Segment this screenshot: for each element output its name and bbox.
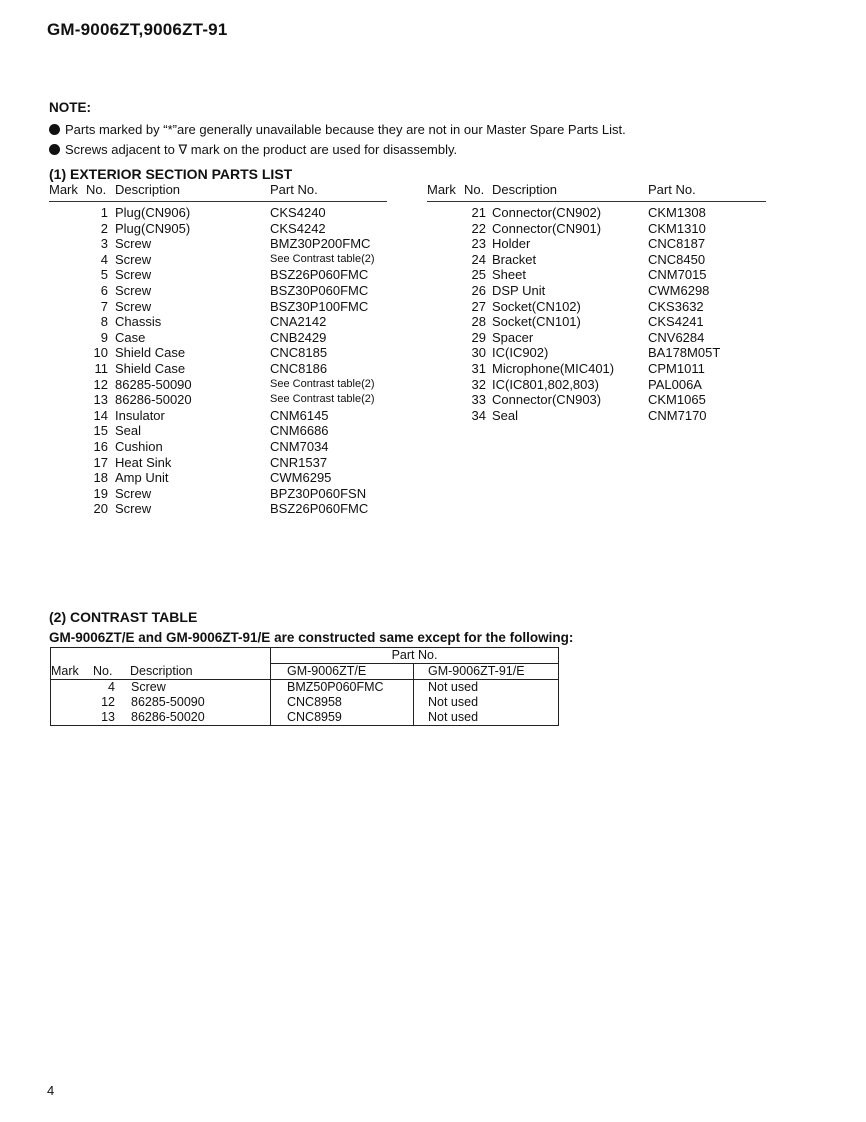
part-number: CNR1537 <box>270 454 328 470</box>
note-line <box>49 142 457 158</box>
description: Spacer <box>492 329 534 345</box>
description: Screw <box>131 680 166 694</box>
parts-list-row <box>49 470 379 486</box>
part-number: BA178M05T <box>648 345 721 361</box>
contrast-section-title: (2) CONTRAST TABLE <box>49 609 198 625</box>
header-mark: Mark <box>49 182 78 197</box>
description: Plug(CN905) <box>115 220 191 236</box>
mark-no: 22 <box>471 220 486 236</box>
parts-list-row <box>427 330 757 346</box>
parts-list-row <box>427 205 757 221</box>
description: Connector(CN901) <box>492 220 602 236</box>
page-number: 4 <box>47 1083 55 1098</box>
description: Screw <box>115 501 152 517</box>
part-number: CKM1310 <box>648 220 706 236</box>
col-no: No. <box>93 663 113 678</box>
mark-no: 8 <box>100 314 108 330</box>
description: IC(IC801,802,803) <box>492 376 599 392</box>
description: Shield Case <box>115 345 186 361</box>
contrast-subtitle: GM-9006ZT/E and GM-9006ZT-91/E are constructed same except for the following: <box>49 630 574 645</box>
mark-no: 24 <box>471 251 486 267</box>
part-model-a: CNC8959 <box>271 710 414 726</box>
description: Screw <box>115 236 152 252</box>
description: Screw <box>115 267 152 283</box>
parts-list-row <box>49 423 379 439</box>
header-part-no: Part No. <box>648 182 696 197</box>
parts-list-row <box>427 252 757 268</box>
part-number: CNM6686 <box>270 423 329 439</box>
col-model-a: GM-9006ZT/E <box>271 664 414 680</box>
description: Screw <box>115 485 152 501</box>
part-number: See Contrast table(2) <box>270 252 375 265</box>
description: Heat Sink <box>115 454 172 470</box>
description: Shield Case <box>115 361 186 376</box>
description: 86285-50090 <box>115 376 192 392</box>
part-number: CKS4242 <box>270 220 326 236</box>
description: Chassis <box>115 314 162 330</box>
mark-no: 31 <box>471 361 486 376</box>
description: 86286-50020 <box>131 710 205 724</box>
mark-no: 5 <box>100 267 108 283</box>
parts-list-row <box>427 267 757 283</box>
parts-list-row <box>49 283 379 299</box>
parts-list-row <box>427 361 757 377</box>
part-number: BSZ30P100FMC <box>270 298 369 314</box>
part-number: CKS3632 <box>648 298 704 314</box>
parts-list-row <box>49 267 379 283</box>
part-number: BMZ30P200FMC <box>270 236 371 252</box>
part-number: BSZ26P060FMC <box>270 267 369 283</box>
row-mark-desc <box>51 710 271 726</box>
parts-list-row <box>49 361 379 377</box>
mark-no: 27 <box>471 298 486 314</box>
header-rule <box>427 201 766 202</box>
mark-no: 33 <box>471 392 486 408</box>
bullet-icon <box>49 124 60 135</box>
mark-no: 15 <box>93 423 108 439</box>
col-mark: Mark <box>51 663 79 678</box>
parts-list-row <box>427 221 757 237</box>
mark-no: 13 <box>101 710 115 724</box>
note-line <box>49 122 626 137</box>
header-mark: Mark <box>427 182 456 197</box>
part-number: CKS4240 <box>270 205 326 220</box>
note-text: Parts marked by “*”are generally unavailable because they are not in our Master Spare Parts List. <box>65 122 626 137</box>
parts-list-row <box>49 501 379 517</box>
header-description: Description <box>115 182 181 197</box>
mark-no: 34 <box>471 407 486 423</box>
mark-no: 13 <box>93 392 108 408</box>
description: Screw <box>115 298 152 314</box>
row-mark-desc <box>51 695 271 710</box>
part-model-a: BMZ50P060FMC <box>271 680 414 696</box>
col-model-b: GM-9006ZT-91/E <box>414 664 559 680</box>
table-row <box>51 680 559 696</box>
mark-no: 4 <box>100 251 108 267</box>
part-number: BSZ26P060FMC <box>270 501 369 517</box>
description: Case <box>115 329 146 345</box>
parts-list-row <box>427 345 757 361</box>
header-no: No. <box>464 182 485 197</box>
mark-no: 20 <box>93 501 108 517</box>
description: Microphone(MIC401) <box>492 361 615 376</box>
parts-list-row <box>49 252 379 268</box>
description: Connector(CN902) <box>492 205 602 220</box>
table-row <box>51 695 559 710</box>
parts-list-row <box>49 439 379 455</box>
mark-no: 6 <box>100 283 108 298</box>
parts-list-row <box>49 221 379 237</box>
mark-no: 11 <box>94 361 108 376</box>
part-model-b: Not used <box>414 695 559 710</box>
parts-list-row <box>49 486 379 502</box>
mark-no: 12 <box>101 695 115 709</box>
part-number: CNM7015 <box>648 267 707 283</box>
mark-no: 14 <box>93 407 108 423</box>
description: Plug(CN906) <box>115 205 191 220</box>
description: IC(IC902) <box>492 345 549 361</box>
mark-no: 4 <box>108 680 115 694</box>
part-number: CWM6298 <box>648 283 710 298</box>
description: Connector(CN903) <box>492 392 602 408</box>
mark-no: 19 <box>93 485 108 501</box>
mark-no: 29 <box>471 329 486 345</box>
col-description: Description <box>130 663 193 678</box>
description: Cushion <box>115 439 163 454</box>
part-number: CNA2142 <box>270 314 327 330</box>
description: Seal <box>115 423 142 439</box>
part-number: See Contrast table(2) <box>270 393 375 406</box>
mark-no: 16 <box>93 439 108 454</box>
description: Amp Unit <box>115 470 169 486</box>
parts-list-row <box>427 236 757 252</box>
description: Screw <box>115 251 152 267</box>
part-number: BSZ30P060FMC <box>270 283 369 298</box>
description: Sheet <box>492 267 526 283</box>
mark-no: 2 <box>100 220 108 236</box>
exterior-section-title: (1) EXTERIOR SECTION PARTS LIST <box>49 166 293 182</box>
part-model-b: Not used <box>414 710 559 726</box>
mark-no: 30 <box>471 345 486 361</box>
parts-list-row <box>427 392 757 408</box>
mark-no: 1 <box>100 205 108 220</box>
page-title: GM-9006ZT,9006ZT-91 <box>47 20 228 39</box>
parts-list-row <box>427 283 757 299</box>
description: Bracket <box>492 251 537 267</box>
note-text: Screws adjacent to ∇ mark on the product are used for disassembly. <box>65 142 458 157</box>
mark-no: 10 <box>93 345 108 361</box>
part-model-a: CNC8958 <box>271 695 414 710</box>
header-cell-mark-desc <box>51 664 271 680</box>
description: 86285-50090 <box>131 695 205 709</box>
part-number: CNB2429 <box>270 329 327 345</box>
part-number: PAL006A <box>648 376 702 392</box>
contrast-table <box>50 647 559 726</box>
row-mark-desc <box>51 680 271 696</box>
description: Holder <box>492 236 531 252</box>
part-number: CNC8186 <box>270 361 328 376</box>
parts-list-row <box>427 408 757 424</box>
mark-no: 12 <box>93 376 108 392</box>
mark-no: 9 <box>100 329 108 345</box>
header-rule <box>49 201 387 202</box>
parts-list-row <box>427 314 757 330</box>
description: DSP Unit <box>492 283 546 298</box>
mark-no: 32 <box>471 376 486 392</box>
mark-no: 23 <box>471 236 486 252</box>
mark-no: 18 <box>93 470 108 486</box>
part-number: CKM1308 <box>648 205 706 220</box>
table-row <box>51 710 559 726</box>
part-number: CNV6284 <box>648 329 705 345</box>
header-part-no: Part No. <box>270 182 318 197</box>
header-no: No. <box>86 182 107 197</box>
parts-list-row <box>427 377 757 393</box>
mark-no: 17 <box>93 454 108 470</box>
part-model-b: Not used <box>414 680 559 696</box>
description: Insulator <box>115 407 165 423</box>
description: Screw <box>115 283 152 298</box>
parts-list-row <box>49 377 379 393</box>
parts-list-row <box>49 330 379 346</box>
part-number: CWM6295 <box>270 470 332 486</box>
parts-list-row <box>49 408 379 424</box>
parts-list-row <box>49 236 379 252</box>
description: Socket(CN102) <box>492 298 581 314</box>
parts-list-row <box>49 205 379 221</box>
mark-no: 7 <box>100 298 108 314</box>
part-number: CKM1065 <box>648 392 706 408</box>
part-number: CNM7170 <box>648 407 707 423</box>
part-number: CNC8450 <box>648 251 706 267</box>
part-number: See Contrast table(2) <box>270 377 375 390</box>
description: Socket(CN101) <box>492 314 581 330</box>
bullet-icon <box>49 144 60 155</box>
part-number: CKS4241 <box>648 314 704 330</box>
part-number: CNM7034 <box>270 439 329 454</box>
part-number: CNC8187 <box>648 236 706 252</box>
mark-no: 3 <box>100 236 108 252</box>
header-description: Description <box>492 182 558 197</box>
mark-no: 26 <box>471 283 486 298</box>
description: 86286-50020 <box>115 392 192 408</box>
mark-no: 25 <box>471 267 486 283</box>
header-cell-blank <box>51 648 271 664</box>
parts-list-row <box>49 345 379 361</box>
parts-list-row <box>49 455 379 471</box>
parts-list-row <box>49 392 379 408</box>
part-number: CPM1011 <box>648 361 705 376</box>
description: Seal <box>492 407 519 423</box>
header-part-group: Part No. <box>271 648 559 664</box>
part-number: CNC8185 <box>270 345 328 361</box>
mark-no: 28 <box>471 314 486 330</box>
note-heading: NOTE: <box>49 100 91 115</box>
part-number: BPZ30P060FSN <box>270 485 367 501</box>
parts-list-row <box>49 299 379 315</box>
parts-list-row <box>49 314 379 330</box>
part-number: CNM6145 <box>270 407 329 423</box>
parts-list-row <box>427 299 757 315</box>
mark-no: 21 <box>471 205 486 220</box>
